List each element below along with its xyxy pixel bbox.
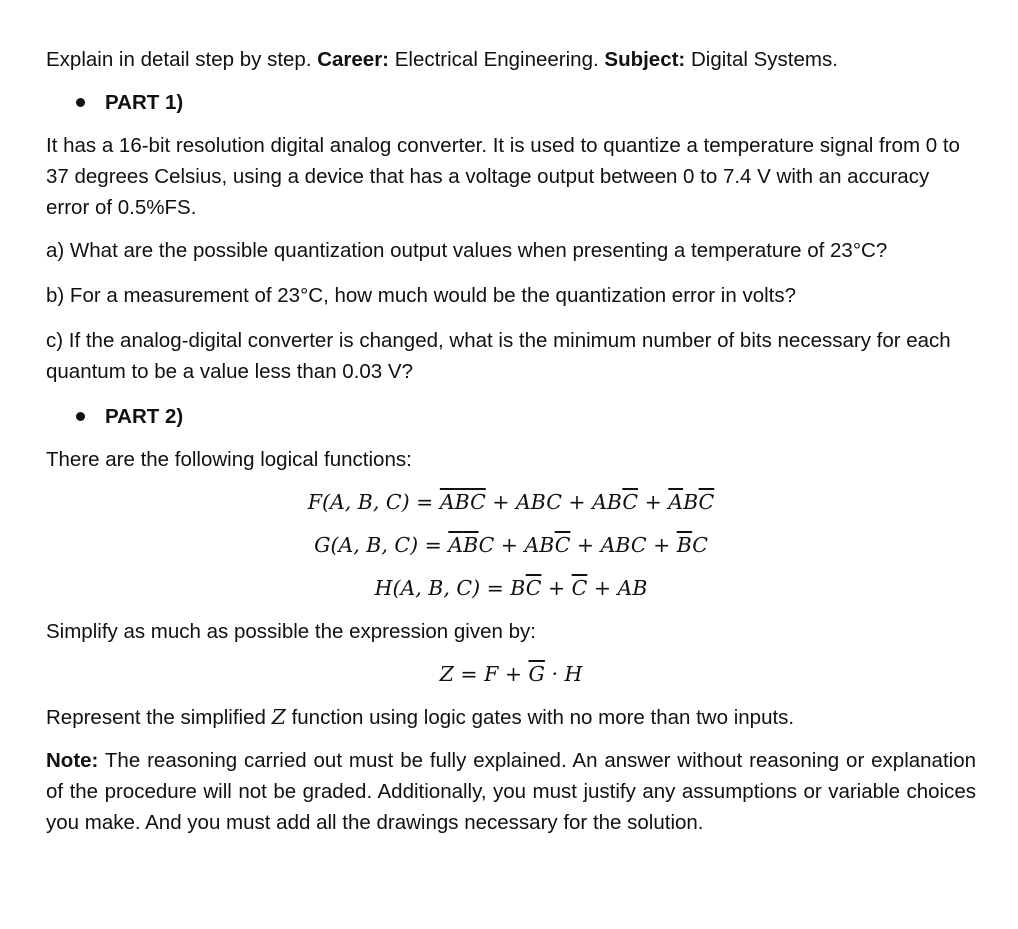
document-page [46, 44, 976, 838]
part2-bullet [76, 401, 976, 432]
note-paragraph [46, 745, 976, 838]
part1-statement: It has a 16-bit resolution digital analog converter. It is used to quantize a temperature signal from 0 to 37 degrees Celsius, using a device that has a voltage output between 0 to 7.4 V with an accuracy error of 0.5%FS. [46, 134, 960, 219]
part2-heading: PART 2) [105, 404, 184, 428]
equation-f: F(A, B, $C) = \overline{A}\overline{B}\overline{C}$ + ABC + $AB\overline{C} + \overline{A}B\overline{C}$ [307, 490, 715, 514]
equation-g: G(A, B, $C) = \overline{A}\overline{B}C + AB\overline{C}$ + ABC + $\overline{B}C$ [314, 533, 708, 557]
functions-intro: There are the following logical functions: [46, 448, 412, 471]
career-value: Electrical Engineering. [389, 48, 605, 71]
bullet-dot-icon [76, 98, 85, 107]
equation-z: $Z = F + \overline{G} \cdot H$ [439, 662, 583, 686]
question-b: b) For a measurement of 23°C, how much would be the quantization error in volts? [46, 284, 796, 307]
question-c: c) If the analog-digital converter is changed, what is the minimum number of bits necessary for each quantum to be a value less than 0.03 V? [46, 329, 951, 383]
equation-h: H(A, B, $C) = B\overline{C} + \overline{C}$ + AB [374, 576, 648, 600]
represent-pre: Represent the simplified [46, 706, 272, 729]
part1-heading: PART 1) [105, 90, 184, 114]
represent-var: Z [271, 705, 286, 729]
simplify-intro: Simplify as much as possible the expression given by: [46, 620, 536, 643]
intro-lead: Explain in detail step by step. [46, 48, 318, 71]
represent-post: function using logic gates with no more than two inputs. [285, 706, 795, 729]
question-a: a) What are the possible quantization output values when presenting a temperature of 23°C? [46, 239, 888, 262]
subject-value: Digital Systems. [685, 48, 838, 71]
note-text: The reasoning carried out must be fully explained. An answer without reasoning or explanation of the procedure will not be graded. Additionally, you must justify any assumptions or variable choices you make. And you must add all the drawings necessary for the solution. [46, 749, 976, 834]
bullet-dot-icon [76, 412, 85, 421]
career-label: Career: [317, 48, 390, 71]
represent-instruction [46, 702, 976, 733]
intro-line [46, 44, 976, 75]
note-label: Note: [46, 749, 99, 772]
subject-label: Subject: [604, 48, 686, 71]
part1-bullet [76, 87, 976, 118]
